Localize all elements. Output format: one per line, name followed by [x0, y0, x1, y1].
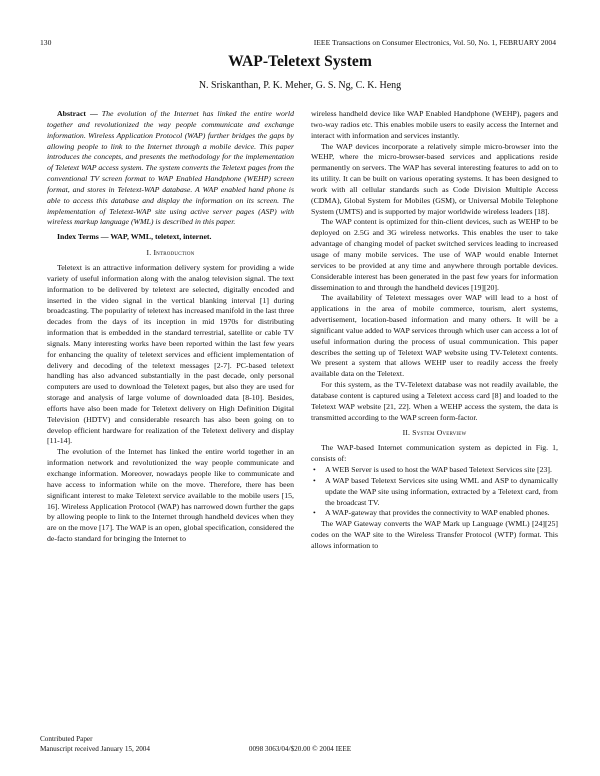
intro-paragraph-2: The evolution of the Internet has linked the entire world together in an information network and revolutionized the way people communicate and exchange information. Moreover, nowadays people like to communicate and have access to information while on the move. Therefore, there has been significant interest to make Teletext service available to the mobile users [15, 16]. Wireless Application Protocol (WAP) has narrowed down further the gaps by allowing people to link to the Internet through handheld devices when they are on the move [17]. The WAP is an open, global specification, considered the de-facto standard for bringing the Internet to: [47, 447, 294, 544]
copyright-line: 0098 3063/04/$20.00 © 2004 IEEE: [248, 745, 352, 753]
index-terms: Index Terms — WAP, WML, teletext, internet.: [57, 232, 212, 242]
right-column: [311, 109, 558, 729]
paper-title: WAP-Teletext System: [228, 53, 372, 70]
section-number: II.: [402, 428, 411, 438]
intro-paragraph-1: Teletext is an attractive information delivery system for providing a wide variety of useful information along with the analog television signal. The text information to be delivered by teletext are selected, digitally encoded and inserted in the video signal in the vertical blanking interval [1] during broadcasting. The popularity of teletext has increased manifold in the last three decades from the days of its inception in mid 1970s for distributing information that is embedded in the standard terrestrial, satellite or cable TV signals. Many interesting works have been reported within the last few years for enhancing the quality of teletext services and efficient implementation of delivery and decoding of the teletext messages [2-7]. PC-based teletext handling has also advanced substantially in the past decade, only personal computers are used to download the Teletext pages, but also they are used for storage and analysis of large volume of downloaded data [8-10]. Besides, efforts have also been made for Teletext delivery on High Definition Digital Television (HDTV) and considerable research has also been going on to develop efficient hardware for realization of the Teletext delivery and display [11-14].: [47, 262, 294, 446]
right-paragraph-4: The availability of Teletext messages over WAP will lead to a host of applications in the area of mobile commerce, tourism, alert systems, advertisement, location-based information and many others. It will be a significant value added to WAP services through which user can access a lot of useful information during the process of usual communication. This paper describes the setting up of Teletext WAP website using TV-Teletext contents. We present a system that allows WEHP user to readily access the freely available data on the Teletext.: [311, 293, 558, 379]
right-paragraph-2: The WAP devices incorporate a relatively simple micro-browser into the WEHP, where the micro-browser-based services and applications reside permanently on servers. The WAP has several interesting features to add on to its utility. It can be built on various operating systems. It has been designed to work with all cellular standards such as Code Division Multiple Access (CDMA), Global System for Mobiles (GSM), or Universal Mobile Telephone System (UMTS) and is supported by major worldwide wireless leaders [18].: [311, 141, 558, 216]
right-paragraph-1: wireless handheld device like WAP Enabled Handphone (WEHP), pagers and two-way radios etc. This enables mobile users to easily access the Internet and interact with information and services instantly.: [311, 109, 558, 140]
contributed-paper-label: Contributed Paper: [40, 735, 93, 743]
section-title: Introduction: [153, 248, 195, 258]
section-number: I.: [146, 248, 152, 258]
right-paragraph-5: For this system, as the TV-Teletext database was not readily available, the database content is captured using a Teletext access card [8] and loaded to the Teletext WAP website [21, 22]. When a WEHP access the system, the data is transmitted according to the WAP screen form-factor.: [311, 380, 558, 422]
abstract-text: The evolution of the Internet has linked the entire world together and revolutionized the way people communicate and exchange information. Wireless Application Protocol (WAP) further bridges the gaps by allowing people to link to the Internet through a mobile device. This paper introduces the concepts, and presents the methodology for the implementation of Teletext WAP access system. The system converts the Teletext pages from the conventional TV screen format to WAP Enabled Handphone (WEHP) screen format, and stores in Teletext-WAP database. A WAP enabled hand phone is able to access this database and display the information on its screen. The implementation of Teletext-WAP site using active server pages (ASP) with wireless markup language (WML) is described in this paper.: [47, 109, 294, 227]
page-number: 130: [40, 38, 52, 47]
abstract-lead: Abstract —: [57, 109, 98, 118]
component-list: [311, 465, 558, 519]
list-item: • A WAP-gateway that provides the connectivity to WAP enabled phones.: [325, 508, 558, 519]
section-heading-system-overview: [311, 428, 558, 439]
list-item: • A WAP based Teletext Services site using WML and ASP to dynamically update the WAP site using information, extracted by a Teletext card, from the broadcast TV.: [325, 476, 558, 509]
abstract: [47, 109, 294, 228]
section-title: System Overview: [412, 428, 467, 438]
left-column: [47, 109, 294, 729]
author-list: N. Sriskanthan, P. K. Meher, G. S. Ng, C. K. Heng: [198, 80, 402, 91]
list-item: • A WEB Server is used to host the WAP based Teletext Services site [23].: [325, 465, 558, 476]
overview-intro: The WAP-based Internet communication system as depicted in Fig. 1, consists of:: [311, 443, 558, 464]
overview-closing: The WAP Gateway converts the WAP Mark up Language (WML) [24][25] codes on the WAP site to the Wireless Transfer Protocol (WTP) format. This allows information to: [311, 519, 558, 550]
right-paragraph-3: The WAP content is optimized for thin-client devices, such as WEHP to be deployed on 2.5G and 3G wireless networks. This enables the user to take advantage of changing model of packet switched services leading to increased usage of many mobile services. The use of WAP would enable Internet services to be provided at any time and anywhere through portable devices. Considerable interest has been generated in the past few years for information dissemination to and through the handheld devices [19][20].: [311, 217, 558, 292]
journal-header: IEEE Transactions on Consumer Electronics, Vol. 50, No. 1, FEBRUARY 2004: [313, 38, 556, 47]
section-heading-introduction: [47, 248, 294, 259]
received-date: Manuscript received January 15, 2004: [40, 744, 150, 753]
